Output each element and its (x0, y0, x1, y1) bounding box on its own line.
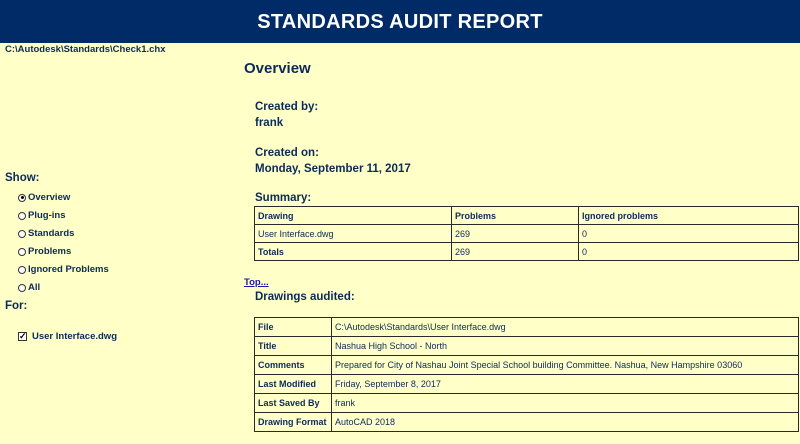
drawings-audited-label: Drawings audited: (255, 291, 355, 303)
radio-ignored-problems[interactable] (18, 264, 109, 275)
radio-icon[interactable] (18, 212, 26, 220)
radio-icon[interactable] (18, 284, 26, 292)
drawing-checkbox-label: User Interface.dwg (32, 331, 117, 342)
created-by-label: Created by: (255, 101, 319, 113)
table-cell: frank (332, 394, 799, 413)
radio-icon[interactable] (18, 194, 26, 202)
table-cell: Friday, September 8, 2017 (332, 375, 799, 394)
column-header: Problems (452, 207, 579, 225)
radio-standards[interactable] (18, 228, 74, 239)
table-cell: Last Saved By (255, 394, 332, 413)
table-row (255, 243, 799, 261)
table-cell: Title (255, 337, 332, 356)
summary-label: Summary: (255, 192, 312, 204)
radio-label: Plug-ins (28, 210, 66, 221)
radio-icon[interactable] (18, 266, 26, 274)
table-cell: Nashua High School - North (332, 337, 799, 356)
for-label: For: (5, 300, 28, 312)
radio-icon[interactable] (18, 230, 26, 238)
radio-label: Standards (28, 228, 75, 239)
table-row (255, 318, 799, 337)
show-label: Show: (5, 172, 40, 184)
column-header: Drawing (255, 207, 452, 225)
drawing-details-table (254, 317, 799, 432)
table-cell: User Interface.dwg (255, 225, 452, 243)
report-title: STANDARDS AUDIT REPORT (0, 0, 800, 43)
radio-label: All (28, 282, 41, 293)
radio-label: Ignored Problems (28, 264, 109, 275)
check-file-path: C:\Autodesk\Standards\Check1.chx (5, 44, 166, 55)
radio-plug-ins[interactable] (18, 210, 65, 221)
table-row (255, 413, 799, 432)
table-cell: Drawing Format (255, 413, 332, 432)
created-on-label: Created on: (255, 147, 319, 159)
table-header-row (255, 207, 799, 225)
radio-problems[interactable] (18, 246, 71, 257)
table-row (255, 225, 799, 243)
table-cell: Totals (255, 243, 452, 261)
radio-overview[interactable] (18, 192, 70, 203)
radio-all[interactable] (18, 282, 40, 293)
column-header: Ignored problems (579, 207, 799, 225)
drawing-checkbox-row[interactable] (18, 331, 117, 342)
table-cell: Prepared for City of Nashau Joint Special School building Committee. Nashua, New Hampshire 03060 (332, 356, 799, 375)
table-cell: File (255, 318, 332, 337)
table-row (255, 356, 799, 375)
table-cell: 269 (452, 243, 579, 261)
table-cell: C:\Autodesk\Standards\User Interface.dwg (332, 318, 799, 337)
radio-label: Overview (28, 192, 71, 203)
radio-label: Problems (28, 246, 72, 257)
table-cell: Comments (255, 356, 332, 375)
radio-icon[interactable] (18, 248, 26, 256)
table-row (255, 337, 799, 356)
table-row (255, 394, 799, 413)
created-by-value: frank (255, 117, 284, 129)
table-cell: 269 (452, 225, 579, 243)
top-link[interactable]: Top... (244, 277, 269, 288)
table-cell: Last Modified (255, 375, 332, 394)
summary-table (254, 206, 799, 261)
table-cell: 0 (579, 225, 799, 243)
table-cell: AutoCAD 2018 (332, 413, 799, 432)
overview-heading: Overview (244, 60, 311, 77)
checkbox-checked-icon[interactable]: ✓ (19, 331, 27, 341)
created-on-value: Monday, September 11, 2017 (255, 163, 411, 175)
table-row (255, 375, 799, 394)
table-cell: 0 (579, 243, 799, 261)
